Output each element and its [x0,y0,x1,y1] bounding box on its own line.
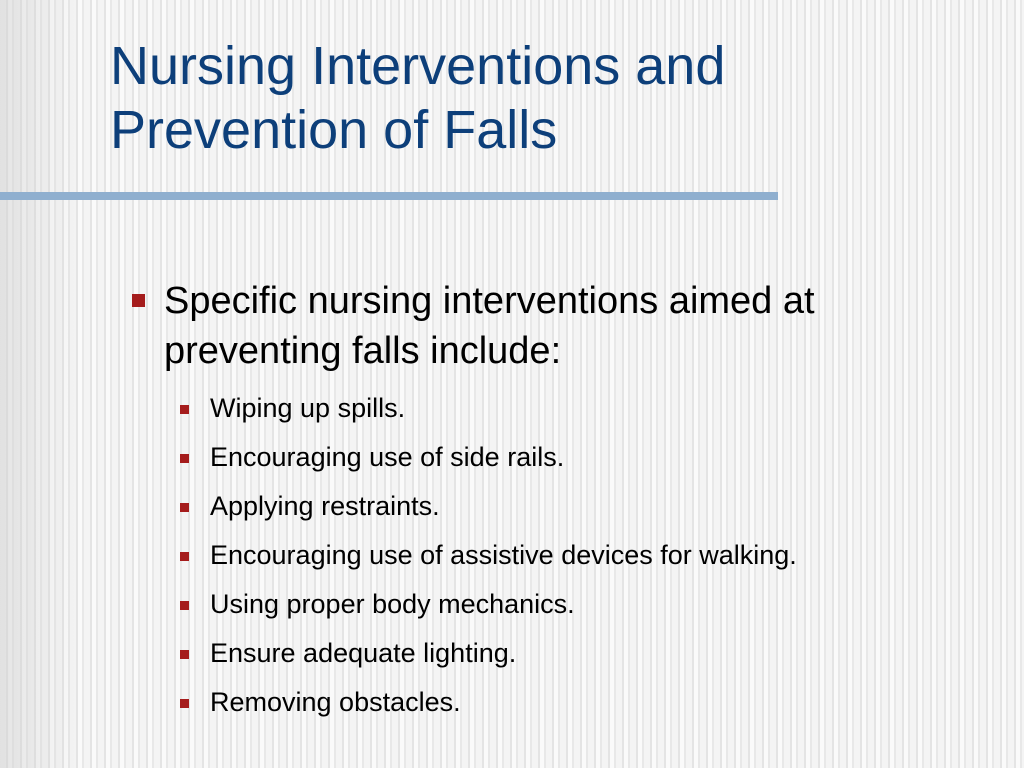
sub-bullet-list [128,384,988,727]
list-item [128,433,988,482]
square-bullet-icon [180,699,189,708]
square-bullet-icon [132,294,145,307]
slide-title [110,34,990,162]
list-item [128,482,988,531]
square-bullet-icon [180,405,189,414]
list-item [128,678,988,727]
square-bullet-icon [180,601,189,610]
square-bullet-icon [180,454,189,463]
list-item [128,531,988,580]
list-item [128,384,988,433]
list-item [128,629,988,678]
list-item [128,580,988,629]
main-bullet-item [128,276,988,376]
slide-title-line-2: Prevention of Falls [110,100,558,160]
list-item-text: Applying restraints. [210,491,440,521]
list-item-text: Ensure adequate lighting. [210,638,517,668]
list-item-text: Removing obstacles. [210,687,461,717]
slide-body [128,276,988,727]
list-item-text: Wiping up spills. [210,393,406,423]
list-item-text: Encouraging use of side rails. [210,442,565,472]
square-bullet-icon [180,650,189,659]
square-bullet-icon [180,503,189,512]
title-underline [0,192,778,200]
slide-title-line-1: Nursing Interventions and [110,36,726,96]
background-fade [0,0,80,768]
list-item-text: Using proper body mechanics. [210,589,575,619]
square-bullet-icon [180,552,189,561]
list-item-text: Encouraging use of assistive devices for walking. [210,540,797,570]
main-bullet-text: Specific nursing interventions aimed at preventing falls include: [164,280,815,372]
